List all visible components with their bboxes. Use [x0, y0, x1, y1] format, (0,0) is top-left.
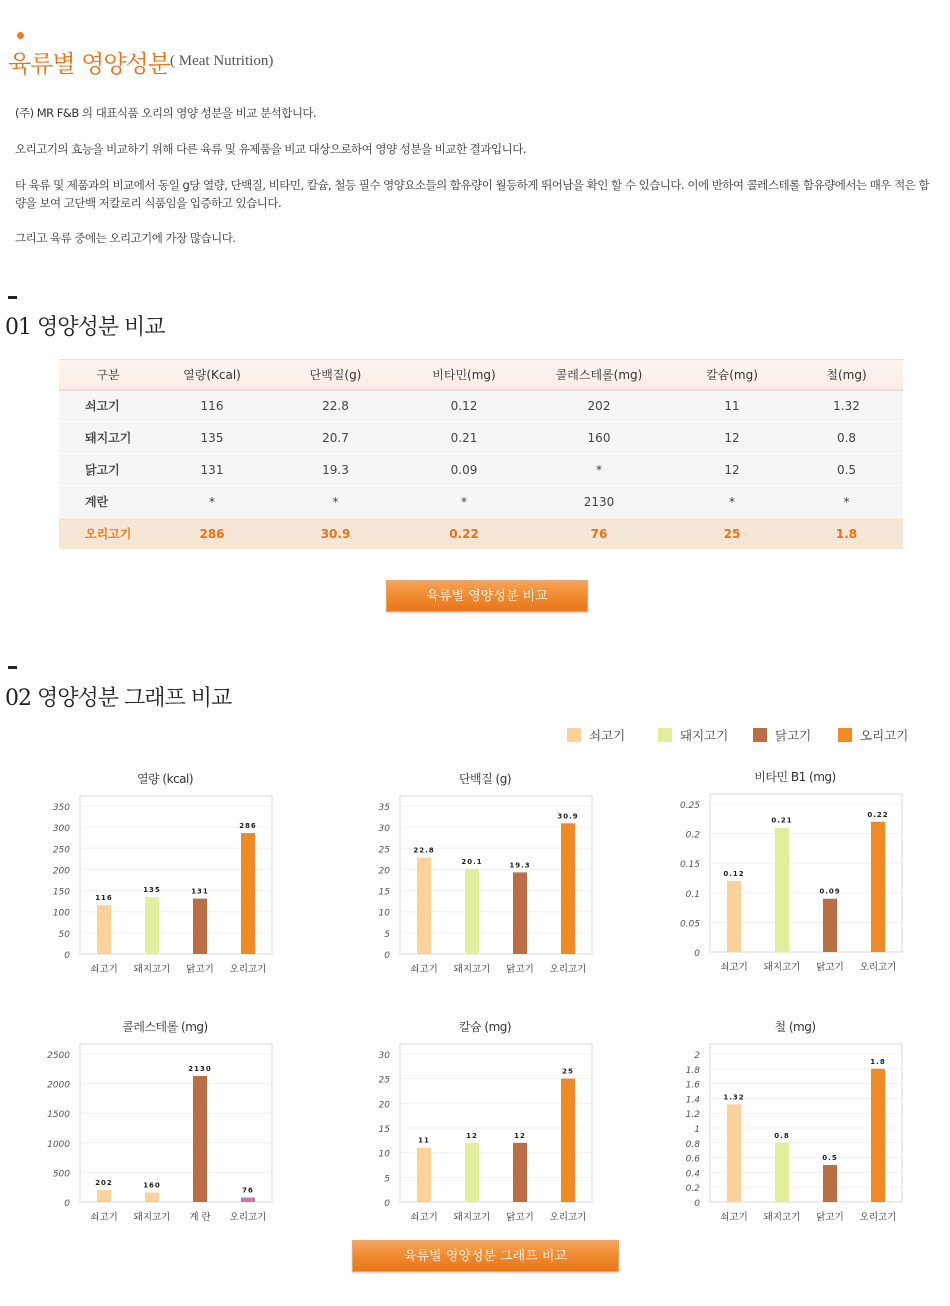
data-label: 0.12	[723, 869, 745, 878]
tick-label: 0.2	[685, 1184, 700, 1195]
data-label: 19.3	[509, 861, 531, 870]
nutrition-table	[59, 359, 903, 550]
table-cell: 0.5	[790, 454, 903, 486]
tick-label: 15	[378, 1125, 390, 1135]
tick-label: 350	[52, 803, 70, 813]
bar	[513, 1143, 527, 1202]
tick-label: 20	[378, 866, 390, 877]
table-header: 단백질(g)	[267, 360, 404, 390]
legend-label: 오리고기	[860, 728, 909, 743]
table-cell: 11	[674, 390, 790, 422]
chart-cholesterol	[40, 1016, 290, 1231]
legend-item	[838, 726, 908, 744]
category-label: 닭고기	[816, 962, 844, 973]
section-dash-icon	[8, 666, 17, 669]
chart-svg	[40, 768, 290, 988]
bar	[241, 833, 255, 954]
category-label: 계 란	[189, 1212, 211, 1223]
bar	[241, 1198, 255, 1202]
data-label: 11	[418, 1136, 430, 1145]
table-cell: 12	[674, 422, 790, 454]
category-label: 쇠고기	[90, 1212, 118, 1223]
category-label: 닭고기	[816, 1212, 844, 1223]
section-title: 01 영양성분 비교	[5, 315, 165, 340]
tick-label: 0.05	[679, 919, 700, 930]
intro-paragraph: 그리고 육류 중에는 오리고기에 가장 많습니다.	[15, 231, 236, 245]
data-label: 135	[143, 885, 161, 894]
tick-label: 5	[384, 929, 390, 940]
table-cell: 12	[674, 454, 790, 486]
tick-label: 30	[378, 1051, 390, 1061]
bar	[465, 869, 479, 954]
table-cell: 0.21	[404, 422, 524, 454]
tick-label: 0	[384, 951, 390, 961]
chart-svg	[40, 1016, 290, 1231]
bar	[417, 858, 431, 954]
category-label: 돼지고기	[133, 964, 171, 975]
table-cell: *	[674, 486, 790, 518]
page-title: 육류별 영양성분	[8, 50, 170, 78]
table-cell: 2130	[524, 486, 674, 518]
tick-label: 0.2	[685, 830, 700, 841]
chart-title: 철 (mg)	[774, 1020, 816, 1034]
table-cell: 30.9	[267, 518, 404, 550]
data-label: 20.1	[461, 858, 483, 867]
table-cell: 131	[157, 454, 267, 486]
tick-label: 1.8	[685, 1065, 700, 1076]
table-cell: 76	[524, 518, 674, 550]
bar	[513, 872, 527, 954]
category-label: 돼지고기	[453, 1212, 491, 1223]
table-cell: 286	[157, 518, 267, 550]
legend-label: 돼지고기	[680, 728, 729, 743]
tick-label: 25	[378, 1075, 390, 1086]
data-label: 0.09	[819, 887, 841, 896]
legend-item	[567, 726, 625, 744]
legend-label: 닭고기	[775, 728, 812, 743]
legend-label: 쇠고기	[589, 728, 626, 743]
bar	[97, 905, 111, 954]
table-cell: *	[157, 486, 267, 518]
legend-swatch	[838, 728, 852, 742]
bar	[775, 828, 789, 952]
table-cell: 닭고기	[59, 454, 157, 486]
data-label: 2130	[188, 1064, 212, 1073]
bar	[561, 823, 575, 954]
category-label: 돼지고기	[763, 962, 801, 973]
chart-title: 비타민 B1 (mg)	[754, 770, 836, 784]
legend-item	[753, 726, 811, 744]
table-header: 구분	[59, 360, 157, 390]
tick-label: 1000	[47, 1139, 70, 1150]
bar	[417, 1148, 431, 1202]
tick-label: 10	[378, 1149, 390, 1160]
bar	[871, 822, 885, 952]
category-label: 오리고기	[229, 964, 267, 975]
data-label: 30.9	[557, 812, 579, 821]
tick-label: 2	[694, 1051, 700, 1061]
tick-label: 100	[52, 908, 70, 919]
legend-swatch	[658, 728, 672, 742]
data-label: 12	[466, 1131, 478, 1140]
data-label: 116	[95, 893, 113, 902]
table-cell: 116	[157, 390, 267, 422]
chart-calcium	[360, 1016, 610, 1231]
table-cell: 1.8	[790, 518, 903, 550]
data-label: 0.22	[867, 810, 889, 819]
table-cell: *	[404, 486, 524, 518]
table-cell: 0.09	[404, 454, 524, 486]
tick-label: 500	[52, 1169, 70, 1180]
intro-paragraph: 오리고기의 효능을 비교하기 위해 다른 육류 및 유제품을 비교 대상으로하여 영양 성분을 비교한 결과입니다.	[15, 142, 526, 156]
legend-swatch	[753, 728, 767, 742]
bar	[193, 1076, 207, 1202]
bar	[193, 899, 207, 954]
tick-label: 35	[378, 803, 390, 813]
bar	[465, 1143, 479, 1202]
chart-vitamin	[670, 766, 920, 986]
data-label: 1.32	[723, 1093, 745, 1102]
tick-label: 0	[694, 949, 700, 959]
section-dash-icon	[8, 296, 17, 299]
tick-label: 20	[378, 1100, 390, 1111]
section-title: 02 영양성분 그래프 비교	[5, 686, 232, 711]
data-label: 12	[514, 1131, 526, 1140]
tick-label: 10	[378, 908, 390, 919]
chart-svg	[670, 766, 920, 986]
table-row	[59, 454, 903, 486]
compare-nutrition-button[interactable]: 육류별 영양성분 비교	[386, 580, 588, 612]
page-subtitle: ( Meat Nutrition)	[170, 53, 274, 69]
data-label: 1.8	[870, 1057, 886, 1066]
chart-protein	[360, 768, 610, 988]
category-label: 돼지고기	[453, 964, 491, 975]
data-label: 131	[191, 887, 209, 896]
bar	[97, 1190, 111, 1202]
bar	[727, 1104, 741, 1202]
category-label: 돼지고기	[133, 1212, 171, 1223]
category-label: 오리고기	[549, 1212, 587, 1223]
intro-paragraph: 타 육류 및 제품과의 비교에서 동일 g당 열량, 단백질, 비타민, 칼슘, 철등 필수 영양요소들의 함유량이 월등하게 뛰어남을 확인 할 수 있습니다. 이에 반하여 콜레스테롤 함유량에서는 매우 적은 함량을 보여 고단백 저칼로리 식품임을 입증하고 있습니다.	[15, 178, 930, 210]
table-cell: 돼지고기	[59, 422, 157, 454]
bar	[775, 1143, 789, 1202]
table-cell: 0.12	[404, 390, 524, 422]
tick-label: 150	[52, 887, 70, 898]
tick-label: 0.1	[685, 889, 700, 900]
bar	[145, 897, 159, 954]
bar	[561, 1079, 575, 1202]
title-bullet-icon	[17, 32, 24, 39]
data-label: 0.5	[822, 1154, 838, 1162]
tick-label: 1.2	[685, 1110, 700, 1121]
tick-label: 2500	[47, 1051, 70, 1061]
tick-label: 2000	[47, 1080, 70, 1091]
bar	[727, 881, 741, 952]
table-cell: 1.32	[790, 390, 903, 422]
data-label: 25	[562, 1067, 574, 1076]
table-cell: 0.8	[790, 422, 903, 454]
compare-graph-button[interactable]: 육류별 영양성분 그래프 비교	[352, 1240, 619, 1272]
category-label: 오리고기	[229, 1212, 267, 1223]
table-cell: *	[790, 486, 903, 518]
chart-title: 칼슘 (mg)	[458, 1020, 512, 1034]
tick-label: 200	[52, 866, 70, 877]
table-header-row	[59, 360, 903, 390]
table-cell: 계란	[59, 486, 157, 518]
tick-label: 0.8	[685, 1139, 700, 1150]
chart-title: 콜레스테롤 (mg)	[122, 1020, 208, 1034]
table-cell: *	[524, 454, 674, 486]
table-header: 열량(Kcal)	[157, 360, 267, 390]
tick-label: 250	[52, 845, 70, 856]
chart-svg	[670, 1016, 920, 1231]
data-label: 22.8	[413, 846, 435, 855]
chart-svg	[360, 768, 610, 988]
bar	[823, 899, 837, 952]
category-label: 오리고기	[549, 964, 587, 975]
category-label: 쇠고기	[720, 962, 748, 973]
tick-label: 0.4	[685, 1169, 700, 1180]
category-label: 오리고기	[859, 1212, 897, 1223]
bar	[823, 1165, 837, 1202]
chart-iron	[670, 1016, 920, 1231]
tick-label: 1.4	[685, 1095, 700, 1106]
table-cell: 160	[524, 422, 674, 454]
legend-swatch	[567, 728, 581, 742]
legend-item	[658, 726, 728, 744]
tick-label: 0	[64, 951, 70, 961]
data-label: 76	[242, 1186, 254, 1195]
table-cell: 19.3	[267, 454, 404, 486]
category-label: 쇠고기	[410, 964, 438, 975]
chart-title: 열량 (kcal)	[136, 772, 194, 786]
tick-label: 30	[378, 824, 390, 835]
tick-label: 0.6	[685, 1154, 700, 1165]
tick-label: 1	[694, 1125, 700, 1135]
tick-label: 300	[52, 824, 70, 835]
tick-label: 15	[378, 887, 390, 898]
category-label: 쇠고기	[410, 1212, 438, 1223]
bar	[145, 1193, 159, 1202]
table-row	[59, 486, 903, 518]
category-label: 닭고기	[506, 964, 534, 975]
table-cell: *	[267, 486, 404, 518]
table-cell: 오리고기	[59, 518, 157, 550]
category-label: 돼지고기	[763, 1212, 801, 1223]
tick-label: 0	[384, 1199, 390, 1209]
bar	[871, 1069, 885, 1202]
table-header: 칼슘(mg)	[674, 360, 790, 390]
table-header: 비타민(mg)	[404, 360, 524, 390]
chart-svg	[360, 1016, 610, 1231]
data-label: 0.8	[774, 1131, 790, 1140]
table-cell: 쇠고기	[59, 390, 157, 422]
tick-label: 25	[378, 845, 390, 856]
table-cell: 22.8	[267, 390, 404, 422]
tick-label: 0	[64, 1199, 70, 1209]
tick-label: 0.15	[679, 860, 700, 871]
table-cell: 135	[157, 422, 267, 454]
category-label: 닭고기	[186, 964, 214, 975]
tick-label: 5	[384, 1174, 390, 1185]
table-row	[59, 422, 903, 454]
table-row-highlight	[59, 518, 903, 550]
table-cell: 20.7	[267, 422, 404, 454]
category-label: 쇠고기	[90, 964, 118, 975]
chart-calories	[40, 768, 290, 988]
tick-label: 0	[694, 1199, 700, 1209]
chart-title: 단백질 (g)	[458, 772, 512, 786]
data-label: 202	[95, 1179, 113, 1188]
intro-paragraph: (주) MR F&B 의 대표식품 오리의 영양 성분을 비교 분석합니다.	[15, 106, 317, 120]
table-row	[59, 390, 903, 422]
category-label: 쇠고기	[720, 1212, 748, 1223]
category-label: 오리고기	[859, 962, 897, 973]
category-label: 닭고기	[506, 1212, 534, 1223]
tick-label: 50	[58, 929, 70, 940]
table-cell: 202	[524, 390, 674, 422]
data-label: 286	[239, 822, 257, 831]
tick-label: 1500	[47, 1110, 70, 1121]
table-header: 철(mg)	[790, 360, 903, 390]
table-cell: 25	[674, 518, 790, 550]
data-label: 160	[143, 1181, 161, 1190]
tick-label: 0.25	[679, 801, 700, 811]
table-header: 콜레스테롤(mg)	[524, 360, 674, 390]
table-cell: 0.22	[404, 518, 524, 550]
data-label: 0.21	[771, 816, 793, 825]
tick-label: 1.6	[685, 1080, 700, 1091]
